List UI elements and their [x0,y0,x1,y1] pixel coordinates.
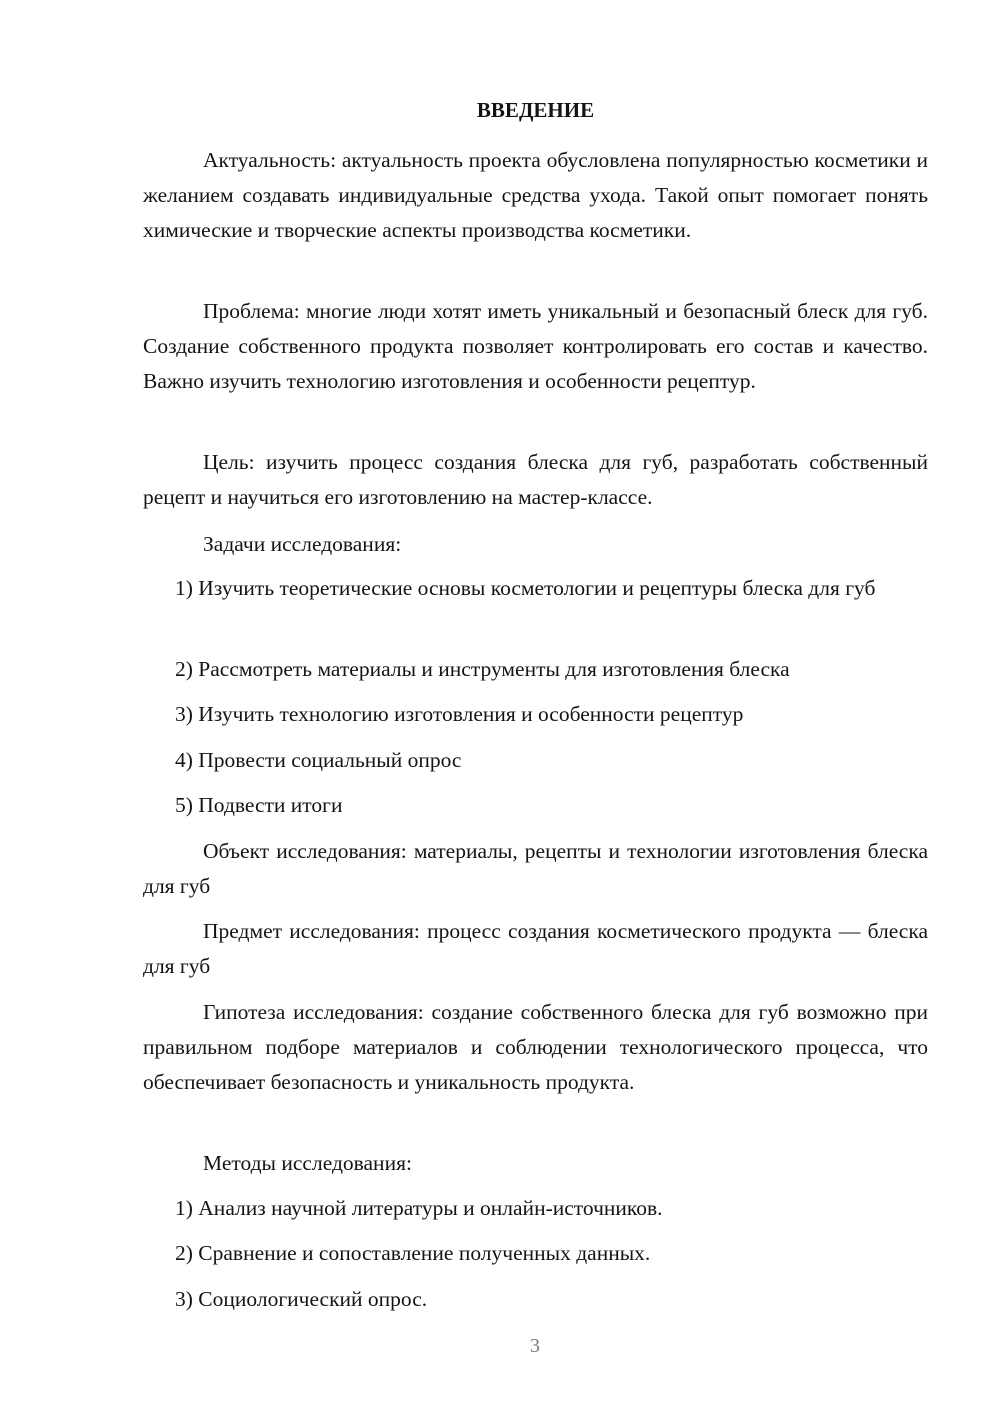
subject-paragraph: Предмет исследования: процесс создания косметического продукта — блеска для губ [143,919,928,978]
object-paragraph: Объект исследования: материалы, рецепты и технологии изготовления блеска для губ [143,839,928,898]
task-item-2: 2) Рассмотреть материалы и инструменты для изготовления блеска [175,657,790,681]
task-item-3: 3) Изучить технологию изготовления и особенности рецептур [175,702,744,726]
section-heading: ВВЕДЕНИЕ [476,98,595,122]
methods-title: Методы исследования: [203,1151,412,1175]
tasks-title: Задачи исследования: [203,532,402,556]
task-item-4: 4) Провести социальный опрос [175,748,462,772]
task-item-5: 5) Подвести итоги [175,793,343,817]
hypothesis-paragraph: Гипотеза исследования: создание собственного блеска для губ возможно при правильном подборе материалов и соблюдении технологического процесса, что обеспечивает безопасность и уникальность продукта. [143,1000,928,1094]
relevance-paragraph: Актуальность: актуальность проекта обусловлена популярностью косметики и желанием создавать индивидуальные средства ухода. Такой опыт помогает понять химические и творческие аспекты производства косметики. [143,148,928,242]
method-item-2: 2) Сравнение и сопоставление полученных данных. [175,1241,651,1265]
goal-paragraph: Цель: изучить процесс создания блеска для губ, разработать собственный рецепт и научиться его изготовлению на мастер-классе. [143,450,928,509]
method-item-3: 3) Социологический опрос. [175,1287,428,1311]
method-item-1: 1) Анализ научной литературы и онлайн-источников. [175,1196,663,1220]
page-number: 3 [530,1335,540,1357]
problem-paragraph: Проблема: многие люди хотят иметь уникальный и безопасный блеск для губ. Создание собственного продукта позволяет контролировать его состав и качество. Важно изучить технологию изготовления и особенности рецептур. [143,299,928,393]
task-item-1: 1) Изучить теоретические основы косметологии и рецептуры блеска для губ [175,576,876,600]
